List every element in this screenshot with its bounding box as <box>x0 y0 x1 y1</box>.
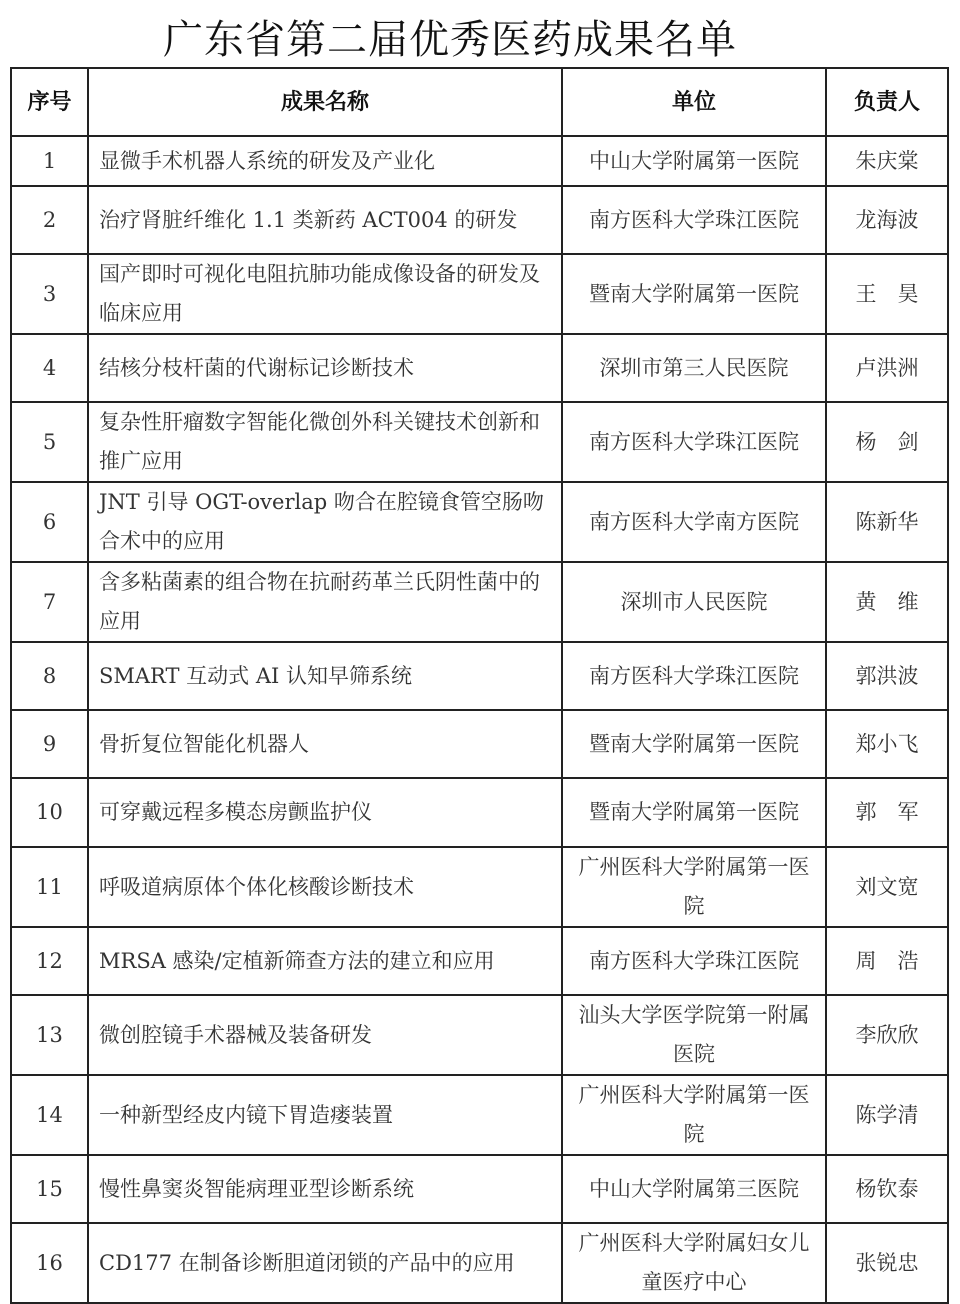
institution: 南方医科大学珠江医院 <box>562 186 826 254</box>
achievement-name: 结核分枝杆菌的代谢标记诊断技术 <box>88 334 562 402</box>
row-number: 3 <box>11 254 88 334</box>
table-row <box>11 927 948 995</box>
institution: 中山大学附属第一医院 <box>562 136 826 186</box>
table-row <box>11 482 948 562</box>
person-in-charge: 陈学清 <box>826 1075 948 1155</box>
person-in-charge: 卢洪洲 <box>826 334 948 402</box>
institution: 暨南大学附属第一医院 <box>562 778 826 847</box>
achievement-name: 呼吸道病原体个体化核酸诊断技术 <box>88 847 562 927</box>
table-row <box>11 778 948 847</box>
institution: 广州医科大学附属妇女儿童医疗中心 <box>562 1223 826 1303</box>
header-person: 负责人 <box>826 68 948 136</box>
person-in-charge: 周 浩 <box>826 927 948 995</box>
header-unit: 单位 <box>562 68 826 136</box>
table-row <box>11 136 948 186</box>
row-number: 4 <box>11 334 88 402</box>
row-number: 5 <box>11 402 88 482</box>
person-in-charge: 陈新华 <box>826 482 948 562</box>
institution: 深圳市第三人民医院 <box>562 334 826 402</box>
institution: 南方医科大学珠江医院 <box>562 927 826 995</box>
header-num: 序号 <box>11 68 88 136</box>
results-table <box>10 67 949 1304</box>
header-name: 成果名称 <box>88 68 562 136</box>
row-number: 2 <box>11 186 88 254</box>
person-in-charge: 李欣欣 <box>826 995 948 1075</box>
person-in-charge: 王 昊 <box>826 254 948 334</box>
row-number: 11 <box>11 847 88 927</box>
row-number: 8 <box>11 642 88 710</box>
achievement-name: CD177 在制备诊断胆道闭锁的产品中的应用 <box>88 1223 562 1303</box>
page-title: 广东省第二届优秀医药成果名单 <box>163 17 737 63</box>
achievement-name: 可穿戴远程多模态房颤监护仪 <box>88 778 562 847</box>
row-number: 10 <box>11 778 88 847</box>
achievement-name: 骨折复位智能化机器人 <box>88 710 562 778</box>
row-number: 6 <box>11 482 88 562</box>
person-in-charge: 朱庆棠 <box>826 136 948 186</box>
institution: 中山大学附属第三医院 <box>562 1155 826 1223</box>
person-in-charge: 黄 维 <box>826 562 948 642</box>
achievement-name: 一种新型经皮内镜下胃造瘘装置 <box>88 1075 562 1155</box>
achievement-name: JNT 引导 OGT-overlap 吻合在腔镜食管空肠吻合术中的应用 <box>88 482 562 562</box>
institution: 深圳市人民医院 <box>562 562 826 642</box>
person-in-charge: 郭洪波 <box>826 642 948 710</box>
row-number: 12 <box>11 927 88 995</box>
person-in-charge: 龙海波 <box>826 186 948 254</box>
achievement-name: 含多粘菌素的组合物在抗耐药革兰氏阴性菌中的应用 <box>88 562 562 642</box>
achievement-name: 治疗肾脏纤维化 1.1 类新药 ACT004 的研发 <box>88 186 562 254</box>
row-number: 14 <box>11 1075 88 1155</box>
institution: 广州医科大学附属第一医院 <box>562 1075 826 1155</box>
person-in-charge: 杨 剑 <box>826 402 948 482</box>
achievement-name: 复杂性肝瘤数字智能化微创外科关键技术创新和推广应用 <box>88 402 562 482</box>
table-row <box>11 334 948 402</box>
achievement-name: 国产即时可视化电阻抗肺功能成像设备的研发及临床应用 <box>88 254 562 334</box>
person-in-charge: 郑小飞 <box>826 710 948 778</box>
table-row <box>11 995 948 1075</box>
achievement-name: 显微手术机器人系统的研发及产业化 <box>88 136 562 186</box>
table-row <box>11 1223 948 1303</box>
table-row <box>11 642 948 710</box>
institution: 汕头大学医学院第一附属医院 <box>562 995 826 1075</box>
institution: 南方医科大学珠江医院 <box>562 402 826 482</box>
row-number: 13 <box>11 995 88 1075</box>
person-in-charge: 刘文宽 <box>826 847 948 927</box>
achievement-name: 慢性鼻窦炎智能病理亚型诊断系统 <box>88 1155 562 1223</box>
institution: 广州医科大学附属第一医院 <box>562 847 826 927</box>
achievement-name: MRSA 感染/定植新筛查方法的建立和应用 <box>88 927 562 995</box>
row-number: 1 <box>11 136 88 186</box>
person-in-charge: 郭 军 <box>826 778 948 847</box>
institution: 南方医科大学珠江医院 <box>562 642 826 710</box>
table-row <box>11 254 948 334</box>
row-number: 16 <box>11 1223 88 1303</box>
row-number: 15 <box>11 1155 88 1223</box>
row-number: 9 <box>11 710 88 778</box>
table-row <box>11 1075 948 1155</box>
achievement-name: 微创腔镜手术器械及装备研发 <box>88 995 562 1075</box>
institution: 暨南大学附属第一医院 <box>562 254 826 334</box>
achievement-name: SMART 互动式 AI 认知早筛系统 <box>88 642 562 710</box>
table-row <box>11 1155 948 1223</box>
person-in-charge: 杨钦泰 <box>826 1155 948 1223</box>
institution: 暨南大学附属第一医院 <box>562 710 826 778</box>
table-row <box>11 847 948 927</box>
institution: 南方医科大学南方医院 <box>562 482 826 562</box>
table-row <box>11 186 948 254</box>
table-header-row <box>11 68 948 136</box>
table-row <box>11 710 948 778</box>
table-row <box>11 402 948 482</box>
table-row <box>11 562 948 642</box>
person-in-charge: 张锐忠 <box>826 1223 948 1303</box>
row-number: 7 <box>11 562 88 642</box>
